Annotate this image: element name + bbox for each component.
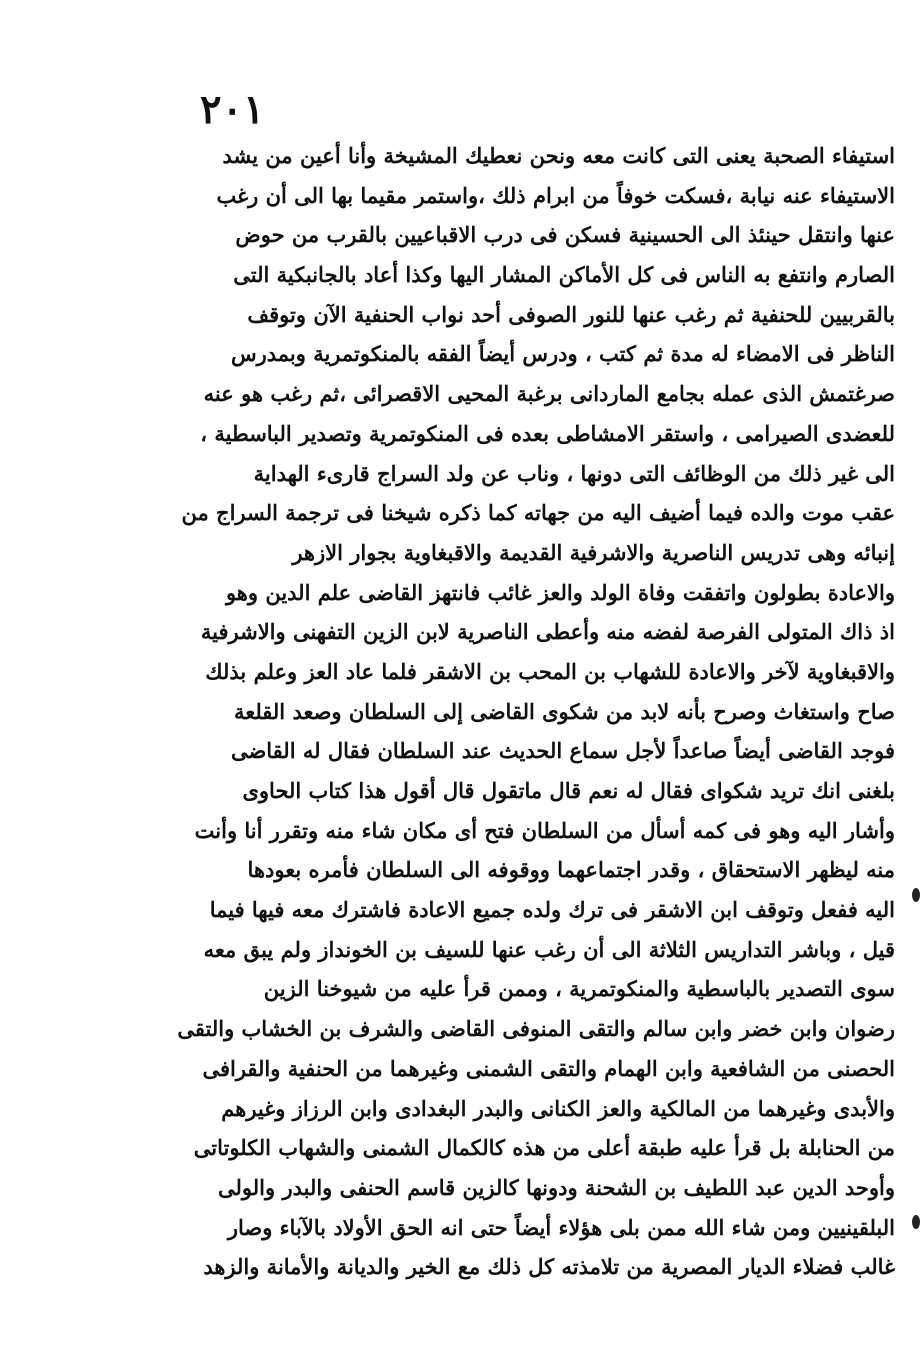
text-line: والاقبغاوية لآخر والاعادة للشهاب بن المحب بن الاشقر فلما عاد العز وعلم بذلك [205, 658, 895, 684]
text-line: والأبدى وغيرهما من المالكية والعز الكنانى والبدر البغدادى وابن الرزاز وغيرهم [221, 1095, 895, 1121]
text-line: منه ليظهر الاستحقاق ، وقدر اجتماعهما ووقوفه الى السلطان فأمره بعودها [247, 857, 895, 883]
text-line: صاح واستغاث وصرح بأنه لابد من شكوى القاضى إلى السلطان وصعد القلعة [233, 698, 895, 724]
text-line: البلقينيين ومن شاء الله ممن بلى هؤلاء أيضاً حتى انه الحق الأولاد بالآباء وصار [227, 1214, 895, 1240]
text-line: صرغتمش الذى عمله بجامع الماردانى برغبة المحيى الاقصرائى ،ثم رغب هو عنه [203, 381, 895, 407]
text-line: الى غير ذلك من الوظائف التى دونها ، وناب عن ولد السراج قارىء الهداية [253, 460, 895, 486]
text-line: بالقربيين للحنفية ثم رغب عنها للنور الصوفى أحد نواب الحنفية الآن وتوقف [247, 301, 895, 327]
text-line: إنبائه وهى تدريس الناصرية والاشرفية القديمة والاقبغاوية بجوار الازهر [292, 539, 895, 565]
text-line: وأشار اليه وهو فى كمه أسأل من السلطان فتح أى مكان شاء منه وتقرر أنا وأنت [194, 817, 895, 843]
text-line: للعضدى الصيرامى ، واستقر الامشاطى بعده فى المنكوتمرية وتصدير الباسطية ، [200, 420, 895, 446]
text-line: الصارم وانتفع به الناس فى كل الأماكن المشار اليها وكذا أعاد بالجانبكية التى [233, 262, 895, 288]
text-line: قيل ، وباشر التداريس الثلاثة الى أن رغب عنها للسيف بن الخونداز ولم يبق معه [203, 936, 895, 962]
text-line: استيفاء الصحبة يعنى التى كانت معه ونحن نعطيك المشيخة وأنا أعين من يشد [222, 143, 895, 168]
text-line: الناظر فى الامضاء له مدة ثم كتب ، ودرس أيضاً الفقه بالمنكوتمرية وبمدرس [230, 341, 895, 367]
text-line: عنها وانتقل حينئذ الى الحسينية فسكن فى درب الاقباعيين بالقرب من حوض [235, 222, 895, 248]
text-line: فوجد القاضى أيضاً صاعداً لأجل سماع الحديث عند السلطان فقال له القاضى [230, 738, 895, 764]
text-line: رضوان وابن خضر وابن سالم والتقى المنوفى القاضى والشرف بن الخشاب والتقى [177, 1016, 895, 1042]
text-line: اليه ففعل وتوقف ابن الاشقر فى ترك ولده جميع الاعادة فاشترك معه فيها فيما [209, 897, 895, 923]
text-line: اذ ذاك المتولى الفرصة لفضه منه وأعطى الناصرية لابن الزين التفهنى والاشرفية [200, 619, 895, 645]
text-line: بلغنى انك تريد شكواى فقال له نعم قال ماتقول قال أقول هذا كتاب الحاوى [242, 778, 895, 803]
page-number: ٢٠١ [200, 86, 265, 133]
text-line: والاعادة بطولون واتفقت وفاة الولد والعز غائب فانتهز القاضى علم الدين وهو [225, 579, 895, 605]
text-line: سوى التصدير بالباسطية والمنكوتمرية ، وممن قرأ عليه من شيوخنا الزين [263, 976, 895, 1002]
text-line: غالب فضلاء الديار المصرية من تلامذته كل ذلك مع الخير والديانة والأمانة والزهد [203, 1254, 895, 1280]
text-line: الاستيفاء عنه نيابة ،فسكت خوفاً من ابرام ذلك ،واستمر مقيما بها الى أن رغب [216, 182, 895, 208]
text-line: من الحنابلة بل قرأ عليه طبقة أعلى من هذه كالكمال الشمنى والشهاب الكلوتاتى [193, 1135, 895, 1161]
text-line: عقب موت والده فيما أضيف اليه من جهاته كما ذكره شيخنا فى ترجمة السراج من [181, 500, 895, 526]
text-line: وأوحد الدين عبد اللطيف بن الشحنة ودونها كالزين قاسم الحنفى والبدر والولى [218, 1174, 895, 1200]
margin-mark [912, 888, 920, 902]
body-text [175, 136, 895, 1287]
text-line: الحصنى من الشافعية وابن الهمام والتقى الشمنى وغيرهما من الحنفية والقرافى [202, 1055, 895, 1081]
margin-mark [912, 1215, 920, 1229]
